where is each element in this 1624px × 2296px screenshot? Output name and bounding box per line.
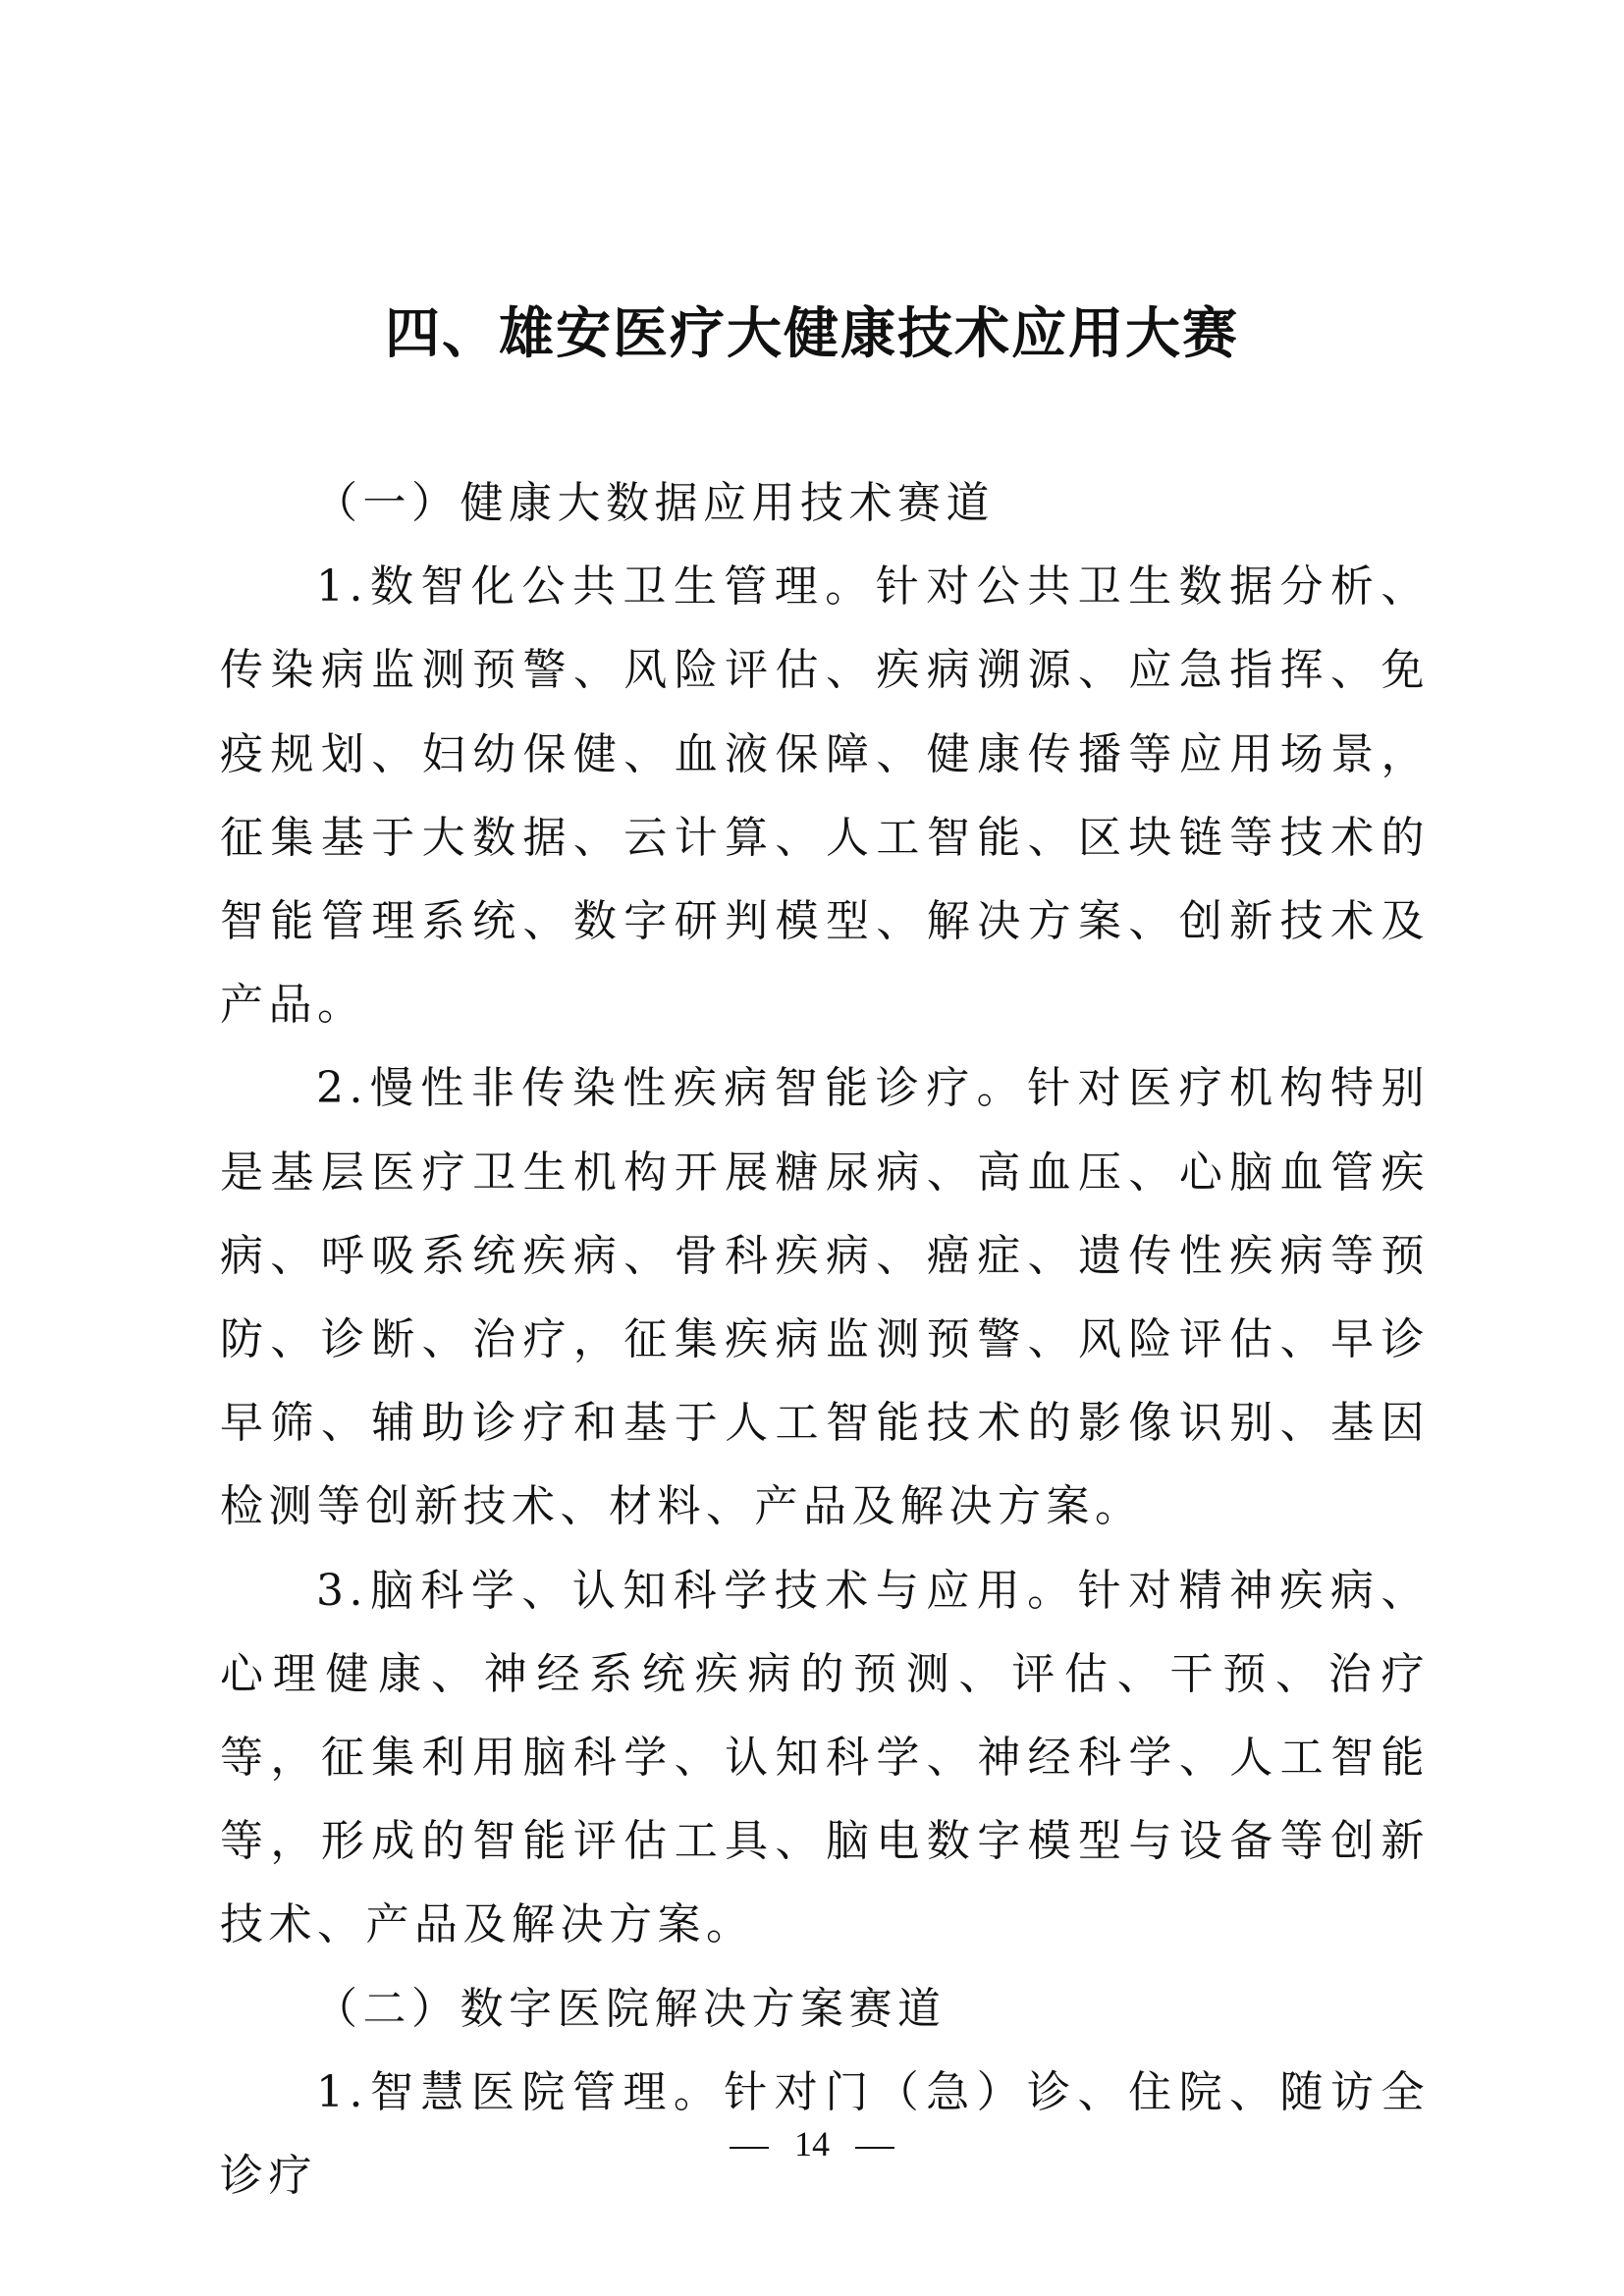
section-heading-1: （一）健康大数据应用技术赛道 <box>314 478 995 528</box>
paragraph-1: 1.数智化公共卫生管理。针对公共卫生数据分析、传染病监测预警、风险评估、疾病溯源、应急指挥、免疫规划、妇幼保健、血液保障、健康传播等应用场景，征集基于大数据、云计算、人工智能、区块链等技术的智能管理系统、数字研判模型、解决方案、创新技术及产品。 <box>220 561 1430 1031</box>
paragraph-2: 2.慢性非传染性疾病智能诊疗。针对医疗机构特别是基层医疗卫生机构开展糖尿病、高血压、心脑血管疾病、呼吸系统疾病、骨科疾病、癌症、遗传性疾病等预防、诊断、治疗，征集疾病监测预警、风险评估、早诊早筛、辅助诊疗和基于人工智能技术的影像识别、基因检测等创新技术、材料、产品及解决方案。 <box>220 1063 1430 1532</box>
document-body <box>220 461 1430 2217</box>
paragraph-3: 3.脑科学、认知科学技术与应用。针对精神疾病、心理健康、神经系统疾病的预测、评估、干预、治疗等，征集利用脑科学、认知科学、神经科学、人工智能等，形成的智能评估工具、脑电数字模型与设备等创新技术、产品及解决方案。 <box>220 1565 1430 1950</box>
document-title: 四、雄安医疗大健康技术应用大赛 <box>385 301 1239 366</box>
footer-dash-right <box>855 2147 894 2149</box>
footer-dash-left <box>730 2147 769 2149</box>
paragraph-4: 1.智慧医院管理。针对门（急）诊、住院、随访全诊疗 <box>220 2066 1430 2202</box>
page-footer <box>0 2122 1624 2165</box>
section-heading-2: （二）数字医院解决方案赛道 <box>314 1983 947 2034</box>
page-number: 14 <box>794 2124 830 2163</box>
